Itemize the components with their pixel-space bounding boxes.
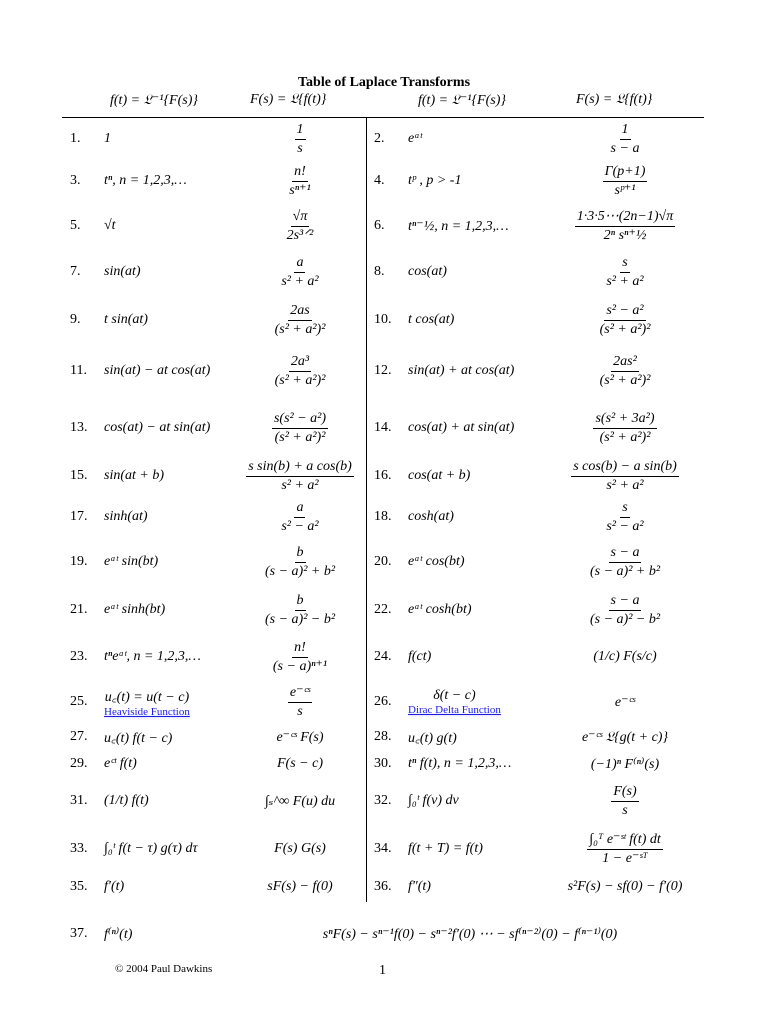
row-number: 36.: [374, 879, 392, 894]
table-row: [0, 295, 768, 345]
denominator: (s − a)² − b²: [264, 611, 336, 627]
header-ft-right: f(t) = 𝔏⁻¹{F(s)}: [418, 93, 506, 108]
numerator: s sin(b) + a cos(b): [246, 459, 354, 476]
header-ft-left: f(t) = 𝔏⁻¹{F(s)}: [110, 93, 198, 108]
table-row: [0, 540, 768, 584]
row-number: 1.: [70, 131, 81, 146]
ft-cell: [104, 636, 201, 678]
Fs-cell: [240, 120, 360, 158]
denominator: s − a: [610, 140, 640, 156]
ft-expression: √t: [104, 218, 116, 233]
ft-cell: [104, 458, 164, 494]
table-row: [0, 253, 768, 291]
ft-expression: sin(at): [104, 264, 141, 279]
Fs-cell: [240, 400, 360, 456]
Fs-cell: [550, 295, 700, 345]
fraction: [279, 255, 320, 289]
denominator: sⁿ⁺¹: [289, 182, 311, 198]
Fs-cell: [240, 540, 360, 584]
row-number: 6.: [374, 218, 385, 233]
Fs-cell: [240, 636, 360, 678]
ft-expression: eᵃᵗ cos(bt): [408, 554, 465, 569]
fraction: [571, 459, 679, 493]
table-row: [0, 588, 768, 632]
page-number: 1: [379, 963, 386, 978]
denominator: s² − a²: [606, 518, 644, 534]
page-title: Table of Laplace Transforms: [297, 75, 471, 90]
ft-cell: [104, 726, 172, 748]
ft-expression: 1: [104, 131, 111, 146]
numerator: 2a³: [289, 354, 311, 371]
Fs-cell: [550, 348, 700, 394]
header-Fs-left: F(s) = 𝔏{f(t)}: [250, 92, 327, 107]
ft-cell: [104, 780, 149, 822]
Fs-cell: e⁻ᶜˢ: [614, 694, 636, 710]
Fs-cell: s²F(s) − sf(0) − f′(0): [567, 879, 683, 894]
row-number: 2.: [374, 131, 385, 146]
row-number: 14.: [374, 420, 392, 435]
row-number: 31.: [70, 793, 88, 808]
ft-expression: sinh(at): [104, 509, 148, 524]
ft-cell: [104, 588, 165, 632]
Fs-cell: [550, 540, 700, 584]
denominator: s² − a²: [281, 518, 319, 534]
table-row-37: [0, 915, 768, 953]
Fs-cell: (1/c) F(s/c): [593, 649, 657, 664]
ft-cell: [408, 682, 501, 722]
denominator: sᵖ⁺¹: [614, 182, 636, 198]
denominator: (s² + a²)²: [599, 429, 651, 445]
ft-cell: [408, 458, 470, 494]
Fs-cell: F(s) G(s): [274, 841, 326, 856]
row-number: 35.: [70, 879, 88, 894]
Fs-cell: sF(s) − f(0): [267, 879, 333, 894]
ft-cell: [408, 498, 454, 536]
ft-cell: f⁽ⁿ⁾(t): [104, 926, 133, 942]
row-number: 34.: [374, 841, 392, 856]
numerator: 1·3·5⋯(2n−1)√π: [575, 209, 675, 226]
denominator: (s² + a²)²: [599, 321, 651, 337]
fraction: [285, 209, 316, 243]
Fs-cell: e⁻ᶜˢ 𝔏{g(t + c)}: [581, 729, 669, 745]
numerator: s(s² + 3a²): [593, 411, 656, 428]
ft-cell: [104, 872, 124, 902]
denominator: (s − a)² − b²: [589, 611, 661, 627]
denominator: (s² + a²)²: [274, 429, 326, 445]
ft-expression: eᵃᵗ sinh(bt): [104, 602, 166, 617]
table-row: [0, 400, 768, 456]
fraction: [273, 303, 328, 337]
row-number: 32.: [374, 793, 392, 808]
Fs-cell: e⁻ᶜˢ F(s): [276, 729, 324, 745]
row-number: 27.: [70, 729, 88, 744]
row-number: 5.: [70, 218, 81, 233]
numerator: ∫₀ᵀ e⁻ˢᵗ f(t) dt: [587, 832, 663, 849]
numerator: n!: [292, 640, 308, 657]
row-number: 16.: [374, 468, 392, 483]
row-number: 25.: [70, 694, 88, 709]
Fs-cell: [240, 253, 360, 291]
table-row: [0, 752, 768, 776]
Fs-cell: [550, 828, 700, 870]
ft-cell: [408, 636, 431, 678]
row-number: 13.: [70, 420, 88, 435]
row-number: 30.: [374, 756, 392, 771]
row-number: 28.: [374, 729, 392, 744]
fraction: [295, 122, 306, 156]
row-number: 19.: [70, 554, 88, 569]
ft-cell: [408, 540, 465, 584]
numerator: 1: [620, 122, 631, 139]
row-number: 15.: [70, 468, 88, 483]
Fs-cell: [550, 588, 700, 632]
ft-cell: [104, 203, 116, 249]
row-number: 24.: [374, 649, 392, 664]
row-number: 20.: [374, 554, 392, 569]
ft-expression: u꜀(t) = u(t − c): [104, 689, 190, 705]
fraction: [279, 500, 320, 534]
numerator: n!: [292, 164, 308, 181]
fraction: [598, 354, 653, 388]
ft-expression: cos(at + b): [408, 468, 471, 483]
ft-cell: [104, 120, 111, 158]
row-number: 3.: [70, 173, 81, 188]
fraction: [263, 545, 337, 579]
denominator: s: [622, 802, 628, 818]
fraction: [263, 593, 337, 627]
Fs-cell: [240, 682, 360, 722]
numerator: a: [294, 255, 305, 272]
ft-expression: (1/t) f(t): [104, 793, 149, 808]
Fs-cell: [550, 400, 700, 456]
fraction: [575, 209, 675, 243]
row-number: 10.: [374, 312, 392, 327]
row-number: 23.: [70, 649, 88, 664]
numerator: 2as²: [611, 354, 639, 371]
Fs-cell: [240, 203, 360, 249]
row-number: 17.: [70, 509, 88, 524]
ft-expression: ∫₀ᵗ f(v) dv: [408, 793, 459, 808]
definition-link[interactable]: Heaviside Function: [104, 705, 190, 718]
numerator: e⁻ᶜˢ: [288, 685, 312, 702]
denominator: s: [297, 140, 303, 156]
Fs-cell: [550, 203, 700, 249]
Fs-cell: [240, 348, 360, 394]
Fs-cell: [240, 498, 360, 536]
row-number: 9.: [70, 312, 81, 327]
row-number: 7.: [70, 264, 81, 279]
row-number: 8.: [374, 264, 385, 279]
ft-cell: [408, 828, 483, 870]
Fs-cell: [550, 498, 700, 536]
fraction: [598, 303, 653, 337]
fraction: [588, 545, 662, 579]
row-number: 12.: [374, 363, 392, 378]
ft-expression: tⁿ, n = 1,2,3,…: [104, 173, 187, 188]
fraction: [288, 685, 312, 719]
Fs-cell: F(s − c): [277, 756, 323, 771]
ft-expression: u꜀(t) f(t − c): [104, 730, 173, 746]
ft-expression: tⁿ⁻½, n = 1,2,3,…: [408, 218, 509, 234]
numerator: s: [620, 255, 629, 272]
numerator: s − a: [609, 593, 642, 610]
ft-expression: sin(at) − at cos(at): [104, 363, 211, 378]
denominator: s: [297, 703, 303, 719]
ft-expression: u꜀(t) g(t): [408, 730, 457, 746]
ft-cell: [104, 498, 148, 536]
Fs-cell: [550, 780, 700, 822]
ft-expression: f″(t): [408, 879, 431, 894]
Fs-cell: (−1)ⁿ F⁽ⁿ⁾(s): [590, 756, 660, 772]
denominator: (s² + a²)²: [274, 372, 326, 388]
fraction: [609, 122, 642, 156]
denominator: 2ⁿ sⁿ⁺½: [603, 227, 647, 243]
copyright: © 2004 Paul Dawkins: [115, 963, 213, 975]
header-Fs-right: F(s) = 𝔏{f(t)}: [576, 92, 653, 107]
table-row: [0, 120, 768, 158]
Fs-cell: [550, 160, 700, 202]
ft-cell: [104, 160, 187, 202]
ft-cell: [104, 752, 137, 776]
ft-expression: tᵖ , p > -1: [408, 173, 462, 188]
denominator: (s² + a²)²: [274, 321, 326, 337]
row-number: 29.: [70, 756, 88, 771]
ft-cell: [104, 828, 197, 870]
denominator: s² + a²: [281, 477, 319, 493]
row-number: 18.: [374, 509, 392, 524]
numerator: √π: [291, 209, 310, 226]
fraction: [588, 593, 662, 627]
ft-cell: [408, 160, 461, 202]
table-row: [0, 636, 768, 678]
Fs-cell: [240, 588, 360, 632]
denominator: 1 − e⁻ˢᵀ: [602, 850, 648, 866]
row-number: 11.: [70, 363, 87, 378]
ft-cell: [408, 872, 431, 902]
table-row: [0, 458, 768, 494]
ft-cell: [408, 726, 457, 748]
Fs-cell: [240, 295, 360, 345]
ft-expression: sin(at + b): [104, 468, 164, 483]
ft-cell: [104, 253, 141, 291]
fraction: [587, 832, 663, 866]
table-row: [0, 498, 768, 536]
row-number: 4.: [374, 173, 385, 188]
row-number: 21.: [70, 602, 88, 617]
table-row: [0, 828, 768, 870]
numerator: b: [295, 545, 306, 562]
fraction: [271, 640, 329, 674]
table-row: [0, 726, 768, 748]
Fs-cell: ∫ₛ^∞ F(u) du: [264, 793, 336, 809]
ft-expression: eᶜᵗ f(t): [104, 756, 137, 771]
Fs-cell: [550, 120, 700, 158]
ft-expression: t sin(at): [104, 312, 148, 327]
fraction: [603, 164, 648, 198]
ft-cell: [408, 253, 447, 291]
row-number: 33.: [70, 841, 88, 856]
fraction: [246, 459, 354, 493]
Fs-cell: [550, 253, 700, 291]
Fs-cell: [550, 458, 700, 494]
denominator: s² + a²: [606, 477, 644, 493]
ft-cell: [104, 295, 148, 345]
ft-expression: cosh(at): [408, 509, 454, 524]
table-row: [0, 682, 768, 722]
definition-link[interactable]: Dirac Delta Function: [408, 704, 501, 716]
ft-expression: t cos(at): [408, 312, 455, 327]
ft-cell: [408, 120, 422, 158]
numerator: s² − a²: [604, 303, 645, 320]
denominator: s² + a²: [281, 273, 319, 289]
fraction: [273, 354, 328, 388]
table-row: [0, 872, 768, 902]
ft-expression: f′(t): [104, 879, 125, 894]
ft-cell: [104, 682, 190, 722]
fraction: [611, 784, 638, 818]
numerator: b: [295, 593, 306, 610]
ft-cell: [104, 540, 158, 584]
table-row: [0, 160, 768, 202]
numerator: a: [294, 500, 305, 517]
Fs-cell: [240, 160, 360, 202]
ft-expression: eᵃᵗ cosh(bt): [408, 602, 472, 617]
ft-cell: [408, 780, 459, 822]
ft-cell: [408, 203, 509, 249]
fraction: [272, 411, 328, 445]
denominator: 2s³ᐟ²: [286, 227, 314, 243]
ft-expression: ∫₀ᵗ f(t − τ) g(τ) dτ: [104, 841, 198, 856]
numerator: Γ(p+1): [603, 164, 648, 181]
ft-expression: f(t + T) = f(t): [408, 841, 483, 856]
header-rule: [62, 117, 704, 118]
ft-cell: [408, 588, 472, 632]
denominator: (s − a)² + b²: [589, 563, 661, 579]
ft-cell: [408, 752, 511, 776]
row-number: 26.: [374, 694, 392, 709]
Fs-cell: [240, 458, 360, 494]
denominator: (s² + a²)²: [599, 372, 651, 388]
ft-cell: [104, 348, 210, 394]
ft-cell: [104, 400, 210, 456]
fraction: [593, 411, 656, 445]
numerator: 1: [295, 122, 306, 139]
denominator: (s − a)ⁿ⁺¹: [272, 658, 328, 674]
ft-expression: eᵃᵗ: [408, 131, 423, 146]
ft-expression: tⁿ f(t), n = 1,2,3,…: [408, 756, 512, 771]
ft-expression: δ(t − c): [433, 688, 476, 703]
ft-expression: sin(at) + at cos(at): [408, 363, 515, 378]
ft-cell: [408, 400, 514, 456]
ft-expression: eᵃᵗ sin(bt): [104, 554, 159, 569]
table-row: [0, 203, 768, 249]
ft-expression: tⁿeᵃᵗ, n = 1,2,3,…: [104, 649, 201, 664]
numerator: s cos(b) − a sin(b): [571, 459, 679, 476]
numerator: s(s² − a²): [272, 411, 328, 428]
row-number: 22.: [374, 602, 392, 617]
ft-cell: [408, 295, 454, 345]
table-row: [0, 780, 768, 822]
numerator: F(s): [611, 784, 638, 801]
fraction: [287, 164, 312, 198]
ft-expression: cos(at) − at sin(at): [104, 420, 211, 435]
numerator: s − a: [609, 545, 642, 562]
row-number: 37.: [70, 926, 88, 941]
Fs-cell: sⁿF(s) − sⁿ⁻¹f(0) − sⁿ⁻²f′(0) ⋯ − sf⁽ⁿ⁻²⁾(0) − f⁽ⁿ⁻¹⁾(0): [322, 926, 618, 942]
denominator: (s − a)² + b²: [264, 563, 336, 579]
fraction: [604, 255, 645, 289]
table-row: [0, 348, 768, 394]
ft-expression: cos(at) + at sin(at): [408, 420, 515, 435]
ft-cell: [408, 348, 514, 394]
fraction: [604, 500, 645, 534]
numerator: 2as: [288, 303, 311, 320]
numerator: s: [620, 500, 629, 517]
denominator: s² + a²: [606, 273, 644, 289]
ft-expression: f(ct): [408, 649, 432, 664]
ft-expression: cos(at): [408, 264, 447, 279]
